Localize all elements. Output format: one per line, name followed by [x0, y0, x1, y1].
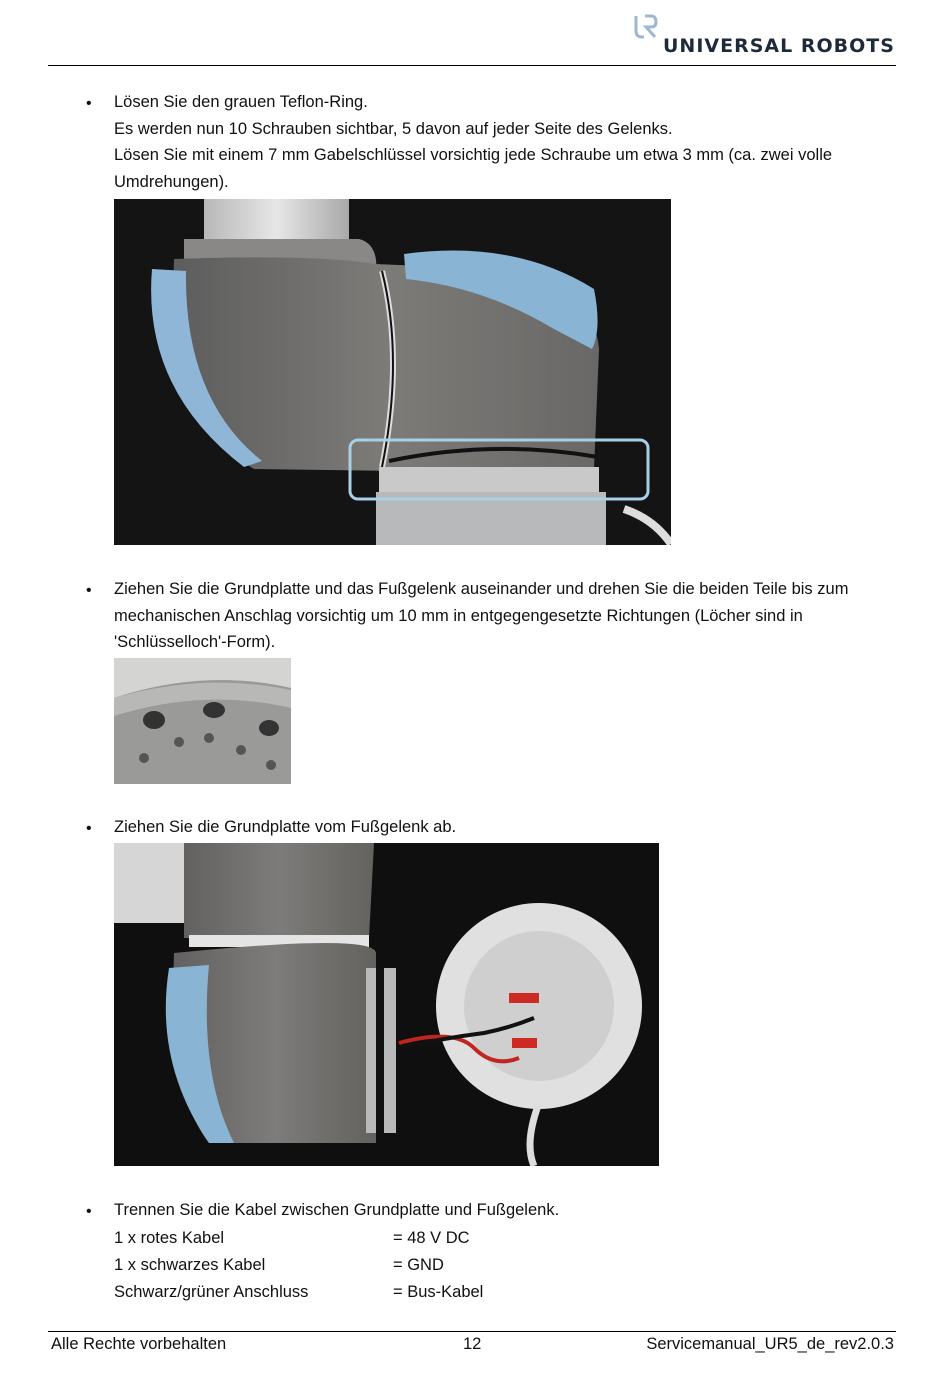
- bullet: •: [86, 582, 92, 599]
- step-3-text: [114, 814, 904, 841]
- cable-name-bus: Schwarz/grüner Anschluss: [114, 1283, 309, 1301]
- text-line: Umdrehungen).: [114, 173, 229, 192]
- ur-logo-icon: [633, 14, 659, 40]
- text-line: Es werden nun 10 Schrauben sichtbar, 5 davon auf jeder Seite des Gelenks.: [114, 119, 673, 138]
- step-2-text: [114, 576, 904, 656]
- bullet: •: [86, 95, 92, 112]
- robot-joint-photo: [114, 199, 671, 545]
- cable-value-black: = GND: [393, 1256, 444, 1274]
- cable-value-red: = 48 V DC: [393, 1229, 470, 1247]
- text-line: 'Schlüsselloch'-Form).: [114, 633, 276, 652]
- header-rule: [48, 65, 896, 66]
- step-4-text: [114, 1197, 904, 1224]
- text-line: Lösen Sie mit einem 7 mm Gabelschlüssel vorsichtig jede Schraube um etwa 3 mm (ca. zwei volle: [114, 146, 833, 165]
- text-line: mechanischen Anschlag vorsichtig um 10 mm in entgegengesetzte Richtungen (Löcher sind in: [114, 606, 803, 625]
- step-1-text: [114, 89, 904, 196]
- page-number: 12: [463, 1335, 482, 1353]
- brand-name: UNIVERSAL ROBOTS: [663, 35, 895, 57]
- keyhole-base-photo: [114, 658, 291, 784]
- brand-logo: [633, 14, 893, 58]
- footer-rights: Alle Rechte vorbehalten: [51, 1335, 227, 1353]
- bullet: •: [86, 820, 92, 837]
- joint-removed-photo: [114, 843, 659, 1166]
- text-line: Trennen Sie die Kabel zwischen Grundplatte und Fußgelenk.: [114, 1201, 560, 1219]
- footer-rule: [48, 1331, 896, 1332]
- text-line: Ziehen Sie die Grundplatte und das Fußgelenk auseinander und drehen Sie die beiden Teile bis zum: [114, 580, 849, 598]
- bullet: •: [86, 1203, 92, 1220]
- cable-name-black: 1 x schwarzes Kabel: [114, 1256, 266, 1274]
- text-line: Lösen Sie den grauen Teflon-Ring.: [114, 93, 368, 111]
- cable-value-bus: = Bus-Kabel: [393, 1283, 484, 1301]
- footer-doc-id: Servicemanual_UR5_de_rev2.0.3: [646, 1335, 894, 1353]
- text-line: Ziehen Sie die Grundplatte vom Fußgelenk ab.: [114, 818, 457, 836]
- cable-name-red: 1 x rotes Kabel: [114, 1229, 225, 1247]
